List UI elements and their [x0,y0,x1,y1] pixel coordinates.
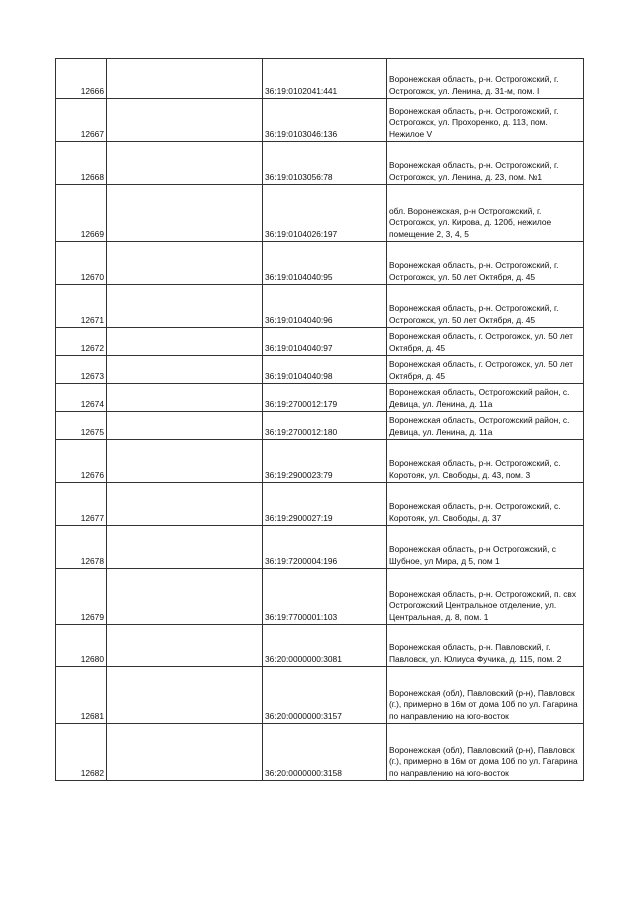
address: Воронежская область, р-н. Острогожский, г. Острогожск, ул. Ленина, д. 31-м, пом. I [387,59,584,99]
table-row [56,185,584,242]
cadastral-number: 36:19:0103046:136 [263,99,387,142]
row-number: 12681 [56,667,107,724]
address: обл. Воронежская, р-н Острогожский, г. Острогожск, ул. Кирова, д. 120б, нежилое помещение 2, 3, 4, 5 [387,185,584,242]
row-number: 12666 [56,59,107,99]
empty-cell [107,384,263,412]
table-row [56,440,584,483]
address: Воронежская область, р-н. Острогожский, г. Острогожск, ул. 50 лет Октября, д. 45 [387,242,584,285]
empty-cell [107,724,263,781]
row-number: 12673 [56,356,107,384]
address: Воронежская область, р-н. Острогожский, г. Острогожск, ул. Прохоренко, д. 113, пом. Нежилое V [387,99,584,142]
registry-table [55,58,584,781]
address: Воронежская область, г. Острогожск, ул. 50 лет Октября, д. 45 [387,328,584,356]
row-number: 12667 [56,99,107,142]
row-number: 12669 [56,185,107,242]
address: Воронежская область, р-н. Павловский, г. Павловск, ул. Юлиуса Фучика, д. 115, пом. 2 [387,625,584,667]
table-row [56,242,584,285]
cadastral-number: 36:20:0000000:3157 [263,667,387,724]
empty-cell [107,328,263,356]
address: Воронежская область, Острогожский район, с. Девица, ул. Ленина, д. 11а [387,412,584,440]
cadastral-number: 36:19:7700001:103 [263,569,387,625]
empty-cell [107,356,263,384]
row-number: 12679 [56,569,107,625]
table-row [56,59,584,99]
row-number: 12670 [56,242,107,285]
table-row [56,384,584,412]
table-row [56,356,584,384]
cadastral-number: 36:19:0104040:98 [263,356,387,384]
row-number: 12668 [56,142,107,185]
address: Воронежская область, г. Острогожск, ул. 50 лет Октября, д. 45 [387,356,584,384]
table-row [56,285,584,328]
row-number: 12682 [56,724,107,781]
cadastral-number: 36:19:0104026:197 [263,185,387,242]
table-row [56,569,584,625]
empty-cell [107,483,263,526]
address: Воронежская область, р-н. Острогожский, п. свх Острогожский Центральное отделение, ул. Центральная, д. 8, пом. 1 [387,569,584,625]
table-row [56,412,584,440]
empty-cell [107,412,263,440]
row-number: 12676 [56,440,107,483]
address: Воронежская область, р-н. Острогожский, с. Коротояк, ул. Свободы, д. 37 [387,483,584,526]
empty-cell [107,185,263,242]
cadastral-number: 36:19:7200004:196 [263,526,387,569]
cadastral-number: 36:19:0102041:441 [263,59,387,99]
cadastral-number: 36:19:2700012:179 [263,384,387,412]
empty-cell [107,440,263,483]
row-number: 12677 [56,483,107,526]
table-row [56,142,584,185]
address: Воронежская область, Острогожский район, с. Девица, ул. Ленина, д. 11а [387,384,584,412]
empty-cell [107,526,263,569]
table-row [56,483,584,526]
table-row [56,99,584,142]
row-number: 12671 [56,285,107,328]
address: Воронежская область, р-н. Острогожский, г. Острогожск, ул. Ленина, д. 23, пом. №1 [387,142,584,185]
cadastral-number: 36:19:0104040:97 [263,328,387,356]
cadastral-number: 36:19:0103056:78 [263,142,387,185]
row-number: 12678 [56,526,107,569]
cadastral-number: 36:20:0000000:3081 [263,625,387,667]
empty-cell [107,625,263,667]
cadastral-number: 36:19:2900027:19 [263,483,387,526]
empty-cell [107,285,263,328]
empty-cell [107,59,263,99]
empty-cell [107,142,263,185]
address: Воронежская область, р-н Острогожский, с Шубное, ул Мира, д 5, пом 1 [387,526,584,569]
row-number: 12675 [56,412,107,440]
table-row [56,724,584,781]
address: Воронежская (обл), Павловский (р-н), Павловск (г.), примерно в 16м от дома 10б по ул. Гагарина по направлению на юго-восток [387,724,584,781]
table-row [56,667,584,724]
empty-cell [107,667,263,724]
row-number: 12680 [56,625,107,667]
empty-cell [107,242,263,285]
table-row [56,328,584,356]
cadastral-number: 36:19:0104040:96 [263,285,387,328]
cadastral-number: 36:19:2900023:79 [263,440,387,483]
row-number: 12672 [56,328,107,356]
address: Воронежская область, р-н. Острогожский, с. Коротояк, ул. Свободы, д. 43, пом. 3 [387,440,584,483]
cadastral-number: 36:19:0104040:95 [263,242,387,285]
table-row [56,526,584,569]
table-row [56,625,584,667]
address: Воронежская (обл), Павловский (р-н), Павловск (г.), примерно в 16м от дома 10б по ул. Гагарина по направлению на юго-восток [387,667,584,724]
row-number: 12674 [56,384,107,412]
empty-cell [107,99,263,142]
empty-cell [107,569,263,625]
address: Воронежская область, р-н. Острогожский, г. Острогожск, ул. 50 лет Октября, д. 45 [387,285,584,328]
cadastral-number: 36:20:0000000:3158 [263,724,387,781]
cadastral-number: 36:19:2700012:180 [263,412,387,440]
